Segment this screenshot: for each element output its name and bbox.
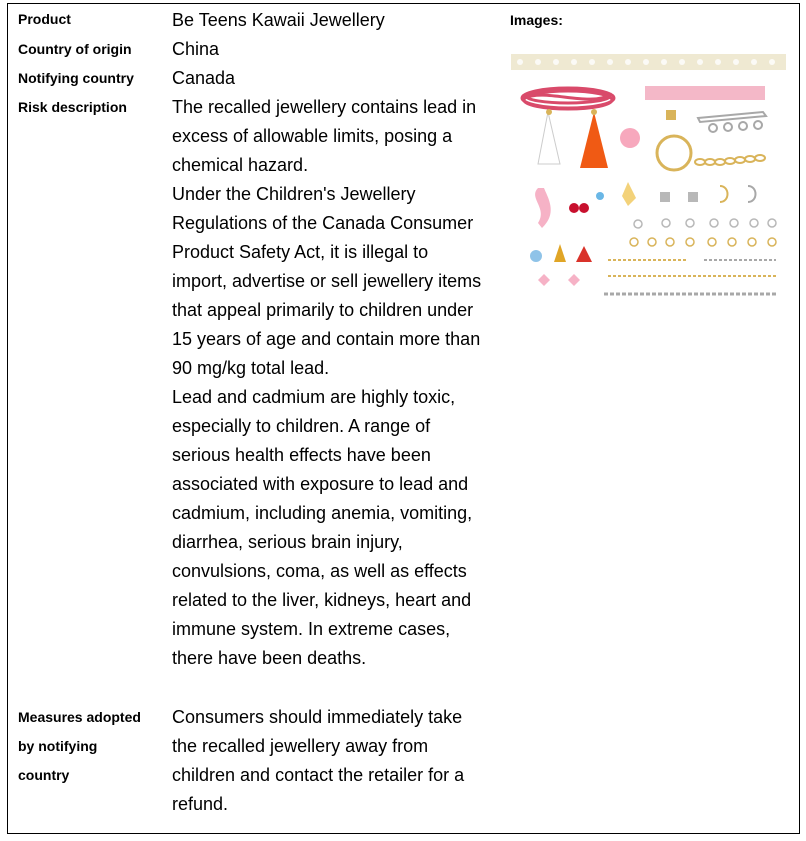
risk-line: chemical hazard.	[172, 155, 309, 175]
bow-charm	[538, 274, 550, 286]
risk-line: immune system. In extreme cases,	[172, 619, 451, 639]
flamingo-charm	[535, 188, 551, 228]
country-of-origin-value: China	[172, 39, 220, 59]
white-tassel	[538, 112, 560, 164]
images-label: Images:	[510, 12, 563, 28]
risk-line: diarrhea, serious brain injury,	[172, 532, 403, 552]
silver-jump-rings	[634, 219, 776, 228]
risk-line: The recalled jewellery contains lead in	[172, 97, 477, 117]
risk-line: Under the Children's Jewellery	[172, 184, 416, 204]
risk-line: serious health effects have been	[172, 445, 431, 465]
measures-line: the recalled jewellery away from	[172, 736, 429, 756]
measures-adopted-label: Measures adopted by notifying country	[18, 709, 141, 783]
pink-pompom	[620, 128, 640, 148]
lobster-clasp	[720, 186, 728, 202]
flower-charm	[530, 250, 542, 262]
measures-adopted-text	[172, 703, 502, 819]
risk-line: Product Safety Act, it is illegal to	[172, 242, 429, 262]
pineapple-charm	[554, 244, 566, 262]
watermelon-charm	[576, 246, 592, 262]
risk-line: related to the liver, kidneys, heart and	[172, 590, 472, 610]
orange-tassel	[580, 112, 608, 168]
country-of-origin-label: Country of origin	[18, 41, 132, 57]
risk-line: associated with exposure to lead and	[172, 474, 469, 494]
risk-description-label: Risk description	[18, 99, 127, 115]
gold-chain	[695, 155, 765, 165]
risk-line: cadmium, including anemia, vomiting,	[172, 503, 473, 523]
risk-line: that appeal primarily to children under	[172, 300, 474, 320]
risk-line: there have been deaths.	[172, 648, 367, 668]
measures-line: Consumers should immediately take	[172, 707, 463, 727]
risk-line: import, advertise or sell jewellery items	[172, 271, 482, 291]
notifying-country-label: Notifying country	[18, 70, 134, 86]
end-cap	[660, 192, 670, 202]
feather-charm	[622, 182, 636, 206]
measures-line: children and contact the retailer for a	[172, 765, 465, 785]
notifying-country-value: Canada	[172, 68, 236, 88]
bead-cap	[666, 110, 676, 120]
safety-pin	[698, 112, 766, 132]
cherry-charm	[569, 203, 579, 213]
risk-line: Regulations of the Canada Consumer	[172, 213, 474, 233]
risk-line: especially to children. A range of	[172, 416, 431, 436]
key-charm	[596, 192, 604, 200]
gold-jump-rings	[630, 238, 776, 246]
risk-line: 15 years of age and contain more than	[172, 329, 481, 349]
key-ring	[657, 136, 691, 170]
measures-line: refund.	[172, 794, 229, 814]
pink-cord	[522, 88, 614, 109]
risk-line: Lead and cadmium are highly toxic,	[172, 387, 456, 407]
risk-line: excess of allowable limits, posing a	[172, 126, 453, 146]
product-label: Product	[18, 11, 71, 27]
risk-description-text	[172, 93, 502, 673]
pink-ribbon	[645, 86, 765, 100]
risk-line: convulsions, coma, as well as effects	[172, 561, 467, 581]
product-photo[interactable]	[508, 48, 788, 310]
product-value: Be Teens Kawaii Jewellery	[172, 10, 385, 30]
risk-line: 90 mg/kg total lead.	[172, 358, 330, 378]
